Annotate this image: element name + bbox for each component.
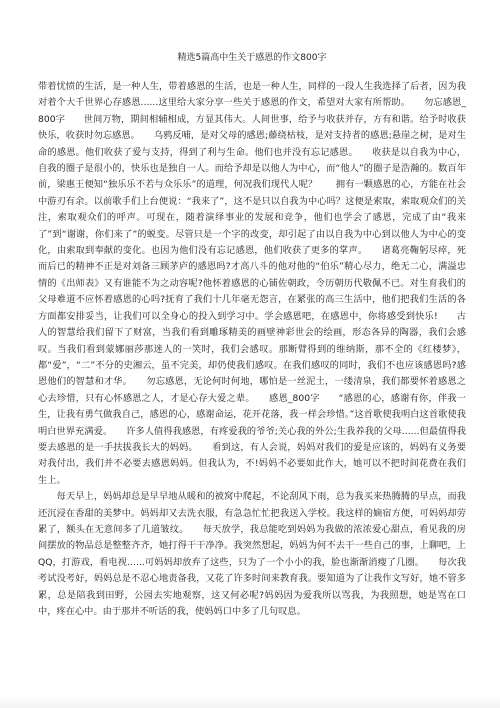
document-paragraph: 带着忧愤的生活，是一种人生，带着感恩的生活，也是一种人生，同样的一段人生我选择了后者，因为我对着个大千世界心存感恩......这里给大家分享一些关于感恩的作文，希望对大家有所帮助。 勿忘感恩_800字 世间万物，期间相辅相成，方显其伟大。人间世事，给予与收获并存，方有和谐。给予时收获快乐，收获时勿忘感恩。 乌鸦反哺，是对父母的感恩;藤绕枯枝，是对支持者的感恩;悬崖之树，是对生命的感恩。他们收获了爱与支持，得到了利与生命。他们也并没有忘记感恩。 收获是以自我为中心，自我的圈子是很小的，快乐也是独自一人。而给予却是以他人为中心，而“他人”的圈子是浩瀚的。数百年前，梁惠王便知“独乐乐不若与众乐乐”的道理，何况我们现代人呢？ 拥有一颗感恩的心，方能在社会中游刃有余。以前歌手们上台便说：“我来了”，这不是只以自我为中心吗？这便是索取，索取观众们的关注，索取观众们的呼声。可现在，随着演绎事业的发展和竞争，他们也学会了感恩，完成了由“我来了”到“谢谢，你们来了”的蜕变。尽管只是一个字的改变，却引起了由以自我为中心到以他人为中心的变化，由索取到奉献的变化。也因为他们没有忘记感恩，他们收获了更多的掌声。 诸葛亮鞠躬尽瘁，死而后已的精神不正是对刘备三顾茅庐的感恩吗?才高八斗的他对他的“伯乐”精心尽力，绝无二心，满溢忠情的《出师表》又有谁能不为之动容呢?他怀着感恩的心铺佐朝政，令历朝历代敬佩不已。对生育我们的父母难道不应怀着感恩的心吗?抚育了我们十几年毫无怨言，在紧张的高三生活中，他们把我们生活的各方面都安排妥当，让我们可以全身心的投入到学习中。学会感恩吧，在感恩中，你将感受到快乐! 古人的智慧给我们留下了财富，当我们看到雕琢精美的画壁神彩世会的绘画，形态各异的陶器，我们会感叹。当我们看到蒙娜丽莎那迷人的一笑时，我们会感叹。那断臂得到的维纳斯，那不全的《红楼梦》，都“爱”，“二”不分的史湘云，虽不完美，却仍使我们感叹。在我们感叹的同时，我们不也应该感恩吗?感恩他们的智慧和才华。 勿忘感恩，无论何时何地，哪怕是一丝泥土，一缕清泉，我们都要怀着感恩之心去珍惜，只有心怀感恩之人，才是心存大爱之辈。 感恩_800字 “感恩的心，感谢有你，伴我一生，让我有勇气做我自己，感恩的心，感谢命运，花开花落，我一样会珍惜。”这首歌使我明白这首歌使我明白世界充满爱。 许多人值得我感恩，有疼爱我的爷爷;关心我的外公;生我养我的父母......但最值得我要去感恩的是一手扶拔我长大的妈妈。 看到这，有人会说，妈妈对我们的爱是应该的，妈妈有义务要对我付出，我们并不必要去感恩妈妈。但我认为，不!妈妈不必要如此作大，她可以不把时间花费在我们生上。 (38, 81, 466, 486)
page-bottom-shadow (0, 694, 500, 708)
document-paragraph: 每天早上，妈妈却总是早早地从暖和的被窝中爬起，不论刮风下雨，总为我买来热腾腾的早点，而我还沉浸在香甜的美梦中。妈妈却又去洗衣服，有急急忙忙把我送入学校。我这样的嫡宿方便，可妈妈却劳累了，额头在无意间多了几道皱纹。 每天放学，我总能吃到妈妈为我做的浓浓爱心甜点，看见我的房间摆放的物品总是整整齐齐，她打得干干净净。我突然想起，妈妈为何不去干一些自己的事，上聊吧，上QQ，打游戏，看电视......可妈妈却放弃了这些，只为了一个小小的我，脸也渐渐消瘦了几圈。 每次我考试没考好，妈妈总是不忍心地责备我，又花了许多时间来教育我。要知道为了让我作文写好，她不管多累，总是陪我到田野，公园去实地观察，这又何必呢?妈妈因为爱我所以骂我，为我照想，她是骂在口中，疼在心中。由于那并不听话的我，使妈妈口中多了几句叹息。 (38, 491, 466, 617)
document-title: 精选5篇高中生关于感恩的作文800字 (177, 53, 327, 63)
